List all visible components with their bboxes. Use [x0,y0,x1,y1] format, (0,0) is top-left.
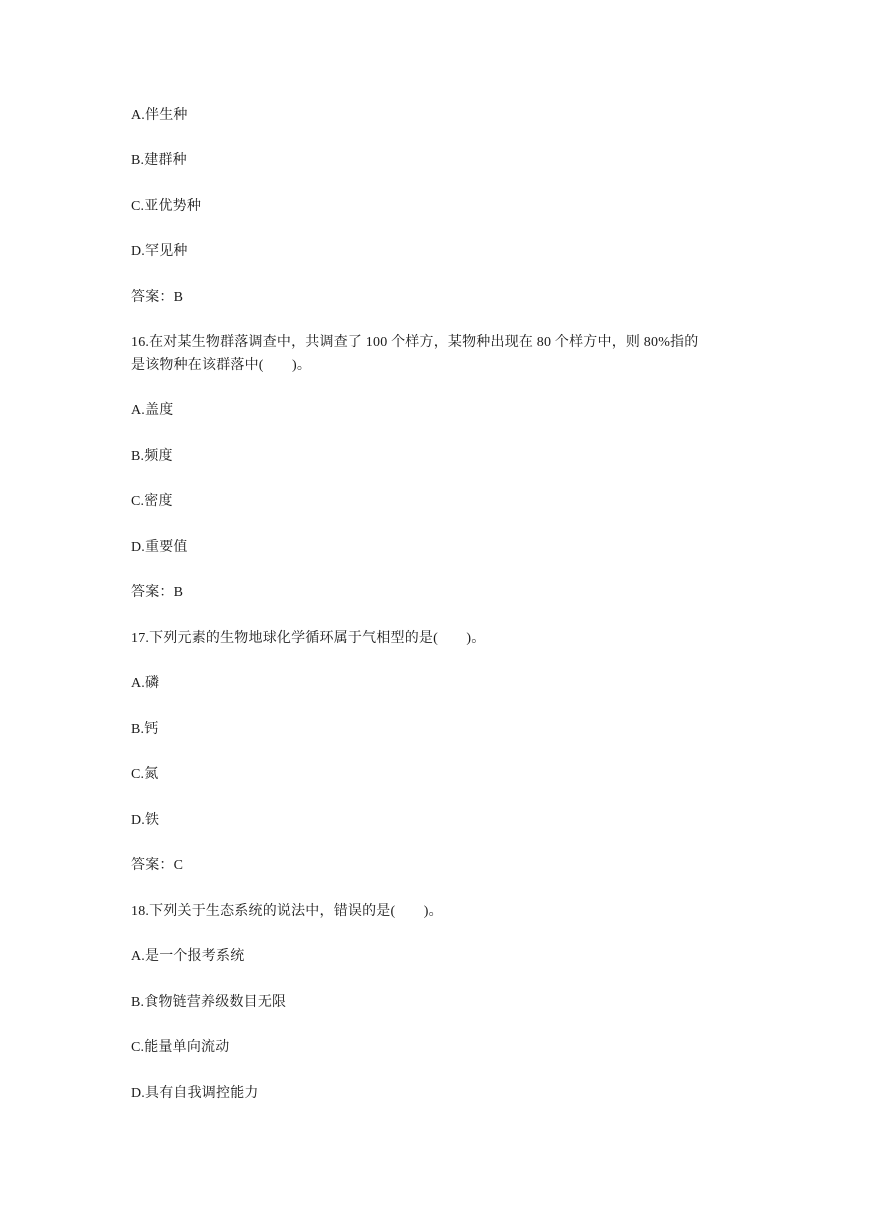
q16-option-c: C.密度 [131,494,173,509]
q15-option-b: B.建群种 [131,153,187,168]
q16-answer: 答案：B [131,585,184,600]
q15-answer: 答案：B [131,290,184,305]
q18-option-b: B.食物链营养级数目无限 [131,995,287,1010]
q16-option-b: B.频度 [131,449,173,464]
q15-option-d: D.罕见种 [131,244,188,259]
q16-option-a: A.盖度 [131,403,174,418]
q17-option-b: B.钙 [131,722,159,737]
q17-option-c: C.氮 [131,767,159,782]
q18-option-c: C.能量单向流动 [131,1040,230,1055]
q18-option-d: D.具有自我调控能力 [131,1086,259,1101]
q17-option-d: D.铁 [131,813,160,828]
q18-stem: 18.下列关于生态系统的说法中，错误的是( )。 [131,904,443,919]
q15-option-a: A.伴生种 [131,108,188,123]
q16-option-d: D.重要值 [131,540,188,555]
q16-stem-line-2: 是该物种在该群落中( )。 [131,358,312,373]
q17-stem: 17.下列元素的生物地球化学循环属于气相型的是( )。 [131,631,486,646]
q18-option-a: A.是一个报考系统 [131,949,245,964]
q15-option-c: C.亚优势种 [131,199,202,214]
q17-option-a: A.磷 [131,676,160,691]
q16-stem-line-1: 16.在对某生物群落调查中，共调查了 100 个样方，某物种出现在 80 个样方中，则 80%指的 [131,335,699,350]
q17-answer: 答案：C [131,858,184,873]
